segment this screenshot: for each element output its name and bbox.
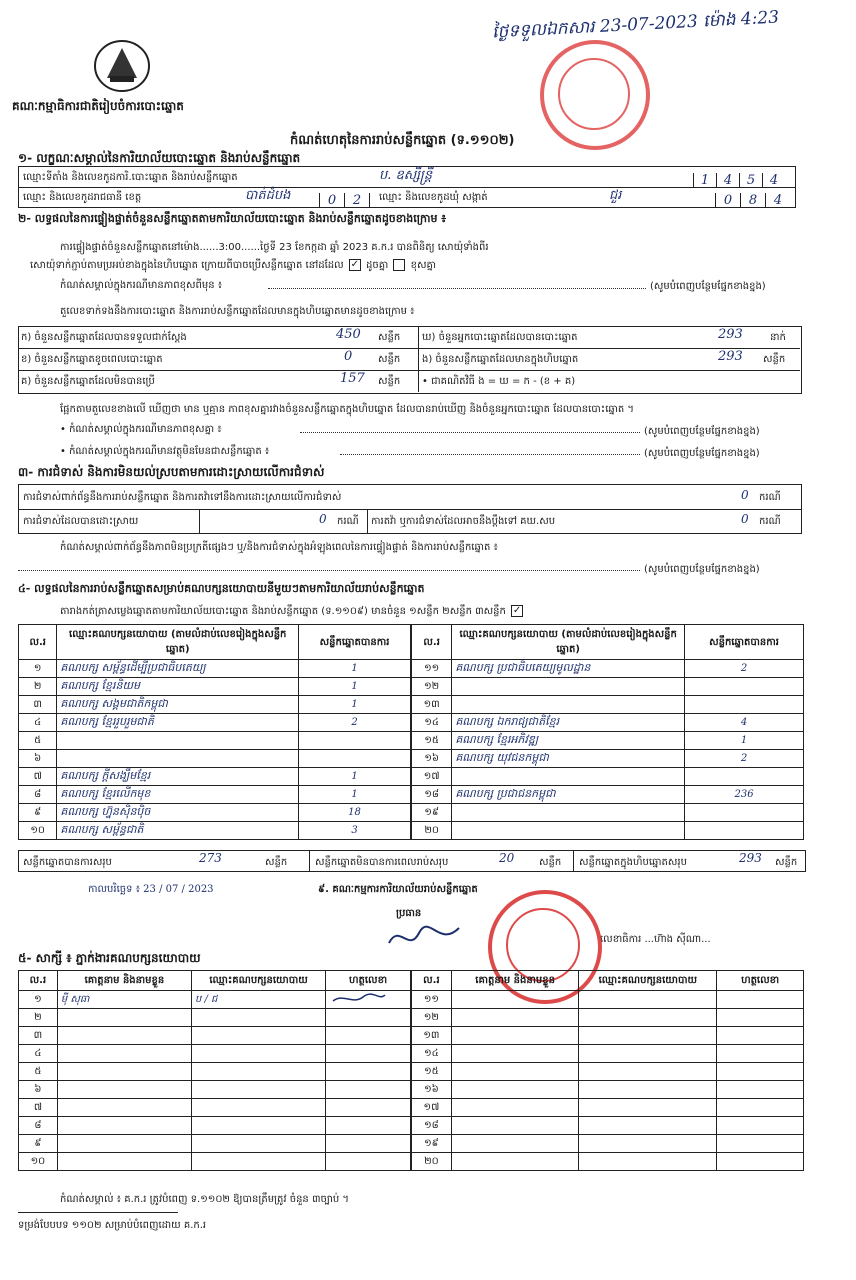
witness-row-name [451, 1099, 579, 1117]
party-row-votes: 2 [685, 750, 804, 768]
bullet-object-line [340, 454, 640, 455]
party-row-no: ១៤ [412, 714, 452, 732]
party-row-no: ៣ [19, 696, 57, 714]
witness-row-party: ប / ជ [191, 991, 325, 1009]
witness-row-name [451, 1153, 579, 1171]
party-row-votes: 1 [299, 786, 411, 804]
party-row-name [57, 732, 299, 750]
col-votes-header: សន្លឹកឆ្នោតបានការ [299, 625, 411, 660]
section2-title: ២- លទ្ធផលនៃការផ្ទៀងផ្ទាត់ចំនួនសន្លឹកឆ្នោតតាមការិយាល័យបោះឆ្នោត និងរាប់សន្លឹកឆ្នោតដូចខាងក្រោម ៖ [18, 212, 447, 225]
witness-row [19, 1099, 411, 1117]
witness-row [412, 1081, 804, 1099]
party-row-name: គណបក្ស ប្រជាជនកម្ពុជា [452, 786, 685, 804]
witness-row-name [57, 1135, 191, 1153]
party-row-votes [299, 732, 411, 750]
secretary-label: លេខាធិការ ...ហ៊ាង ស៊ីណា... [600, 934, 711, 945]
witness-row-sign [717, 1063, 804, 1081]
province-code [319, 189, 370, 208]
witness-row-name [57, 1027, 191, 1045]
witness-row-no: ៥ [19, 1063, 58, 1081]
row-a-unit: សន្លឹក [378, 332, 401, 343]
row-b-value: 0 [344, 349, 353, 364]
witness-row-party [579, 1027, 717, 1045]
witness-row-sign [326, 1063, 411, 1081]
witness-row [19, 1063, 411, 1081]
witness-col-party: ឈ្មោះគណបក្សនយោបាយ [191, 971, 325, 991]
party-row-name: គណបក្ស ខ្មែរលើកមុខ [57, 786, 299, 804]
witness-row-name [451, 1027, 579, 1045]
witness-row-no: ១៣ [412, 1027, 452, 1045]
party-row-votes: 1 [299, 660, 411, 678]
party-row-votes: 1 [299, 768, 411, 786]
witness-row-name [57, 1117, 191, 1135]
org-line: គណៈកម្មាធិការជាតិរៀបចំការបោះឆ្នោត [12, 99, 184, 113]
footer-note: កំណត់សម្គាល់ ៖ គ.ក.រ ត្រូវបំពេញ ទ.១១០២ ឱ្យបានត្រឹមត្រូវ ចំនួន ៣ច្បាប់ ។ [60, 1194, 349, 1205]
party-row-votes: 1 [685, 732, 804, 750]
row-b-label: ខ) ចំនួនសន្លឹកឆ្នោតខូចពេលបោះឆ្នោត [21, 354, 163, 365]
commune-code [715, 189, 790, 208]
bullet-diff: • កំណត់សម្គាល់ក្នុងករណីមានភាពខុសគ្នា ៖ [60, 424, 222, 435]
witness-row-party [191, 1153, 325, 1171]
row-a-value: 450 [336, 327, 361, 342]
total-box-label: សន្លឹកឆ្នោតក្នុងហិបឆ្នោតសរុប [579, 857, 687, 868]
party-row-no: ៥ [19, 732, 57, 750]
footer-form-note: ទម្រង់បែបបទ ១១០២ សម្រាប់បំពេញដោយ គ.ក.រ [18, 1220, 207, 1231]
witness-col-no: ល.រ [19, 971, 58, 991]
witness-col-no: ល.រ [412, 971, 452, 991]
bullet-object: • កំណត់សម្គាល់ក្នុងករណីមានវត្ថុមិនមែនជាសន្លឹកឆ្នោត ៖ [60, 446, 270, 457]
row-c-unit: សន្លឹក [378, 376, 401, 387]
note-line [268, 288, 646, 289]
nec-logo [92, 38, 152, 94]
col-party-header: ឈ្មោះគណបក្សនយោបាយ (តាមលំដាប់លេខរៀងក្នុងសន្លឹកឆ្នោត) [452, 625, 685, 660]
party-row [19, 732, 411, 750]
witness-row-name [57, 1081, 191, 1099]
witness-row [412, 1117, 804, 1135]
objection-row3-unit: ករណី [759, 516, 781, 527]
party-row-no: ១៨ [412, 786, 452, 804]
total-invalid-label: សន្លឹកឆ្នោតមិនបានការពេលរាប់សរុប [315, 857, 449, 868]
party-row [412, 660, 804, 678]
total-box-value: 293 [739, 851, 762, 865]
witness-col-sign: ហត្ថលេខា [717, 971, 804, 991]
witness-row-party [191, 1081, 325, 1099]
party-row-name: គណបក្ស ហ្វ៊ុនស៊ិនប៉ិច [57, 804, 299, 822]
party-row-name: គណបក្ស ខ្មែរអភិវឌ្ឍ [452, 732, 685, 750]
place-value: ប. ឧស្សឹន្ត្រី [379, 168, 433, 183]
objection-table [18, 484, 802, 534]
received-date: ថ្ងៃទទួលឯកសារ 23-07-2023 ម៉ោង 4:23 [491, 7, 780, 43]
party-row-no: ១១ [412, 660, 452, 678]
witness-row-name [451, 991, 579, 1009]
formula: • ជាគណិតវិធី ង = ឃ = ក - (ខ + គ) [422, 376, 576, 387]
form-title: កំណត់ហេតុនៃការរាប់សន្លឹកឆ្នោត (ទ.១១០២) [290, 133, 515, 148]
row-a-label: ក) ចំនួនសន្លឹកឆ្នោតដែលបានទទួលជាក់ស្តែង [21, 332, 187, 343]
witness-row-no: ១២ [412, 1009, 452, 1027]
witness-row-sign [717, 1045, 804, 1063]
witness-row-no: ១៩ [412, 1135, 452, 1153]
total-valid-unit: សន្លឹក [265, 857, 288, 868]
commune-code-digit: 8 [740, 193, 765, 208]
party-row-name: គណបក្ស យុវជនកម្ពុជា [452, 750, 685, 768]
witness-row-sign [717, 1081, 804, 1099]
party-row [19, 822, 411, 840]
party-row [412, 714, 804, 732]
party-row-no: ៨ [19, 786, 57, 804]
witness-row-sign [717, 1099, 804, 1117]
witness-row-name [57, 1045, 191, 1063]
witness-row-name [57, 1099, 191, 1117]
place-code-digit: 4 [716, 173, 739, 188]
party-row [412, 732, 804, 750]
witness-row-name [451, 1135, 579, 1153]
section2-line1: ការផ្ទៀងផ្ទាត់ចំនួនសន្លឹកឆ្នោតនៅម៉ោង......3:00......ថ្ងៃទី 23 ខែកក្កដា ឆ្នាំ 2023 គ.ក.រ បានពិនិត្យ សោយ៉ុទាំងពីរ [60, 242, 489, 253]
witness-row-party [191, 1009, 325, 1027]
witness-row-no: ១៦ [412, 1081, 452, 1099]
place-code-digit: 5 [739, 173, 762, 188]
witness-row-party [191, 1027, 325, 1045]
witness-row-name [451, 1009, 579, 1027]
witness-row [19, 1135, 411, 1153]
diff-label: ខុសគ្នា [410, 260, 436, 271]
section1-box [18, 166, 796, 208]
note-label: កំណត់សម្គាល់ក្នុងករណីមានភាពខុសពីមុន ៖ [60, 280, 223, 291]
party-row-no: ៦ [19, 750, 57, 768]
report-date: កាលបរិច្ឆេទ ៖ 23 / 07 / 2023 [88, 884, 214, 895]
section2-line2-text: សោយ៉ុទាក់ភ្ជាប់តាមប្រអប់ខាងក្នុងនៃហិបឆ្នោត ក្រោយពីបាចប្រើសន្លឹកឆ្នោត នៅដដែល [30, 260, 344, 271]
party-row [19, 678, 411, 696]
witness-row-party [579, 1081, 717, 1099]
witness-row [412, 1009, 804, 1027]
province-label: ឈ្មោះ និងលេខកូដរាជធានី ខេត្ត [23, 192, 142, 203]
row-d-unit: នាក់ [770, 332, 786, 343]
witness-row-party [191, 1063, 325, 1081]
party-row-no: ៤ [19, 714, 57, 732]
witness-row-name [451, 1117, 579, 1135]
party-row [412, 804, 804, 822]
objection-row3-label: ការតវ៉ា ឬការជំទាស់ដែលអាចនឹងប្តឹងទៅ គឃ.សប [371, 516, 556, 527]
party-row-name [452, 804, 685, 822]
party-row-name: គណបក្ស ខ្មែររួបរួមជាតិ [57, 714, 299, 732]
witness-row-sign [717, 1153, 804, 1171]
total-valid-value: 273 [199, 851, 222, 865]
col-votes-header: សន្លឹកឆ្នោតបានការ [685, 625, 804, 660]
witness-row [412, 1063, 804, 1081]
witness-row-no: ៩ [19, 1135, 58, 1153]
witness-row [412, 1045, 804, 1063]
bullet-diff-line [300, 432, 640, 433]
commune-value: ជួរ [609, 188, 622, 203]
witness-row-no: ១៨ [412, 1117, 452, 1135]
party-row-votes: 236 [685, 786, 804, 804]
witness-row-party [579, 1153, 717, 1171]
witness-row-sign [326, 1099, 411, 1117]
objection-row2-label: ការជំទាស់ដែលបានដោះស្រាយ [23, 516, 139, 527]
total-invalid-value: 20 [499, 851, 515, 865]
witness-row-no: ១៧ [412, 1099, 452, 1117]
party-row-votes: 2 [299, 714, 411, 732]
witness-row [412, 1135, 804, 1153]
witness-row-party [579, 1045, 717, 1063]
witness-row-name [57, 1009, 191, 1027]
party-row [19, 750, 411, 768]
witness-row-party [191, 1117, 325, 1135]
party-row-votes [685, 804, 804, 822]
commune-label: ឈ្មោះ និងលេខកូដឃុំ សង្កាត់ [379, 192, 488, 203]
party-row-no: ១២ [412, 678, 452, 696]
committee-label: ៩. គណៈកម្មការការិយាល័យរាប់សន្លឹកឆ្នោត [318, 884, 478, 895]
chair-signature [384, 918, 464, 958]
witness-row-sign [717, 1027, 804, 1045]
witness-col-sign: ហត្ថលេខា [326, 971, 411, 991]
witness-row-no: ១១ [412, 991, 452, 1009]
party-row [19, 804, 411, 822]
witness-row-sign [326, 1081, 411, 1099]
commune-code-digit: 0 [715, 193, 740, 208]
col-no-header: ល.រ [412, 625, 452, 660]
witness-row [412, 1153, 804, 1171]
section4-intro-text: តារាងកត់ត្រាសម្លេងឆ្នោតតាមការិយាល័យបោះឆ្នោត និងរាប់សន្លឹកឆ្នោត (ទ.១១០៩) មានចំនួន ១សន្លឹក ២សន្លឹក ៣សន្លឹក [60, 606, 506, 617]
row-b-unit: សន្លឹក [378, 354, 401, 365]
bullet-diff-hint: (សូមបំពេញបន្ថែមផ្នែកខាងខ្នង) [644, 426, 760, 437]
row-e-unit: សន្លឹក [763, 354, 786, 365]
witness-row [19, 991, 411, 1009]
witness-row [19, 1081, 411, 1099]
objection-row3-value: 0 [741, 512, 749, 526]
witness-row-name [57, 1063, 191, 1081]
witness-row [412, 1027, 804, 1045]
witness-row-no: ៦ [19, 1081, 58, 1099]
party-row-votes: 18 [299, 804, 411, 822]
witness-row-name [451, 1063, 579, 1081]
witness-row-party [579, 1009, 717, 1027]
chair-label: ប្រធាន [396, 908, 422, 919]
party-row-votes [299, 750, 411, 768]
witness-row-sign [326, 991, 411, 1009]
party-row-no: ១៩ [412, 804, 452, 822]
province-code-digit: 0 [319, 193, 344, 208]
province-code-digit: 2 [344, 193, 370, 208]
party-row [19, 786, 411, 804]
witness-row-sign [326, 1117, 411, 1135]
party-row-votes: 4 [685, 714, 804, 732]
party-row-name [452, 696, 685, 714]
party-row-no: ១ [19, 660, 57, 678]
witness-row-party [579, 1135, 717, 1153]
totals-row [18, 850, 806, 872]
party-row-no: ១៣ [412, 696, 452, 714]
irregularity-note: កំណត់សម្គាល់ពាក់ព័ន្ធនឹងភាពមិនប្រក្រតីផ្សេងៗ ឬ/និងការជំទាស់ក្នុងអំឡុងពេលនៃការផ្ទៀងផ្ទាត់ និងការរាប់សន្លឹកឆ្នោត ៖ [60, 542, 498, 553]
row-e-label: ង) ចំនួនសន្លឹកឆ្នោតដែលមានក្នុងហិបឆ្នោត [422, 354, 579, 365]
col-party-header: ឈ្មោះគណបក្សនយោបាយ (តាមលំដាប់លេខរៀងក្នុងសន្លឹកឆ្នោត) [57, 625, 299, 660]
place-label: ឈ្មោះទីតាំង និងលេខកូដការិ.បោះឆ្នោត និងរាប់សន្លឹកឆ្នោត [23, 172, 238, 183]
row-d-label: ឃ) ចំនួនអ្នកបោះឆ្នោតដែលបានបោះឆ្នោត [422, 332, 578, 343]
party-row [412, 822, 804, 840]
party-row [19, 696, 411, 714]
party-row-no: ១៧ [412, 768, 452, 786]
total-box-unit: សន្លឹក [775, 857, 798, 868]
objection-row2-unit: ករណី [337, 516, 359, 527]
witness-row [19, 1027, 411, 1045]
party-row [412, 696, 804, 714]
witness-row-no: ១៤ [412, 1045, 452, 1063]
party-row-name: គណបក្ស សង្គមជាតិកម្ពុជា [57, 696, 299, 714]
party-row-votes [685, 768, 804, 786]
party-row-votes [685, 822, 804, 840]
witness-row-sign [717, 1009, 804, 1027]
section5-title: ៥- សាក្សី ៖ ភ្នាក់ងារគណបក្សនយោបាយ [18, 951, 201, 965]
objection-row1-label: ការជំទាស់ពាក់ព័ន្ធនឹងការរាប់សន្លឹកឆ្នោត និងការតវ៉ាទៅនឹងការដោះស្រាយលើការជំទាស់ [23, 492, 342, 503]
witness-signature [329, 991, 389, 1005]
objection-row1-unit: ករណី [759, 492, 781, 503]
diff-checkbox[interactable] [393, 259, 405, 271]
witness-row-no: ២ [19, 1009, 58, 1027]
witness-row-no: ៨ [19, 1117, 58, 1135]
witness-row-party [579, 1063, 717, 1081]
party-row [412, 786, 804, 804]
witness-row-no: ១៥ [412, 1063, 452, 1081]
party-row-name: គណបក្ស ប្រជាធិបតេយ្យមូលដ្ឋាន [452, 660, 685, 678]
witness-row-sign [326, 1027, 411, 1045]
witness-row-no: ៧ [19, 1099, 58, 1117]
official-stamp-top [540, 40, 650, 150]
party-row [19, 714, 411, 732]
section4-intro [60, 604, 525, 619]
party-row [412, 768, 804, 786]
irregularity-line [18, 570, 640, 571]
same-checkbox[interactable]: ✓ [350, 259, 360, 270]
witness-row-sign [717, 1135, 804, 1153]
section4-title: ៤- លទ្ធផលនៃការរាប់សន្លឹកឆ្នោតសម្រាប់គណបក្សនយោបាយនីមួយៗតាមការិយាល័យរាប់សន្លឹកឆ្នោត [18, 582, 425, 595]
witness-row-name [451, 1081, 579, 1099]
party-row-name: គណបក្ស សម្ព័ន្ធដើម្បីប្រជាធិបតេយ្យ [57, 660, 299, 678]
row-c-label: គ) ចំនួនសន្លឹកឆ្នោតដែលមិនបានប្រើ [21, 376, 155, 387]
irregularity-hint: (សូមបំពេញបន្ថែមផ្នែកខាងខ្នង) [644, 564, 760, 575]
party-row-votes: 3 [299, 822, 411, 840]
objection-row2-value: 0 [319, 512, 327, 526]
party-row-no: ១៦ [412, 750, 452, 768]
party-row-no: ២ [19, 678, 57, 696]
witness-row-sign [326, 1045, 411, 1063]
witness-row-no: ៣ [19, 1027, 58, 1045]
witness-row-sign [326, 1135, 411, 1153]
party-row-name [452, 822, 685, 840]
party-row-name: គណបក្ស ឯករាជ្យជាតិខ្មែរ [452, 714, 685, 732]
row-e-value: 293 [718, 349, 743, 364]
party-row-votes: 1 [299, 678, 411, 696]
objection-row1-value: 0 [741, 488, 749, 502]
province-value: បាត់ដំបង [245, 188, 291, 203]
party-row-votes: 2 [685, 660, 804, 678]
sheet-count-checkbox[interactable]: ✓ [512, 605, 522, 616]
party-row [19, 660, 411, 678]
footer-divider [18, 1212, 178, 1213]
witness-row-party [579, 1117, 717, 1135]
party-row-name: គណបក្ស សម្ព័ន្ធជាតិ [57, 822, 299, 840]
witness-row-sign [717, 1117, 804, 1135]
party-row-no: ១០ [19, 822, 57, 840]
place-code-digit: 4 [762, 173, 785, 188]
witness-row-party [191, 1045, 325, 1063]
witness-row-no: ១០ [19, 1153, 58, 1171]
party-row-name: គណបក្ស ខ្មែរនិយម [57, 678, 299, 696]
row-c-value: 157 [340, 371, 365, 386]
section2-intro: តួលេខទាក់ទងនឹងការបោះឆ្នោត និងការរាប់សន្លឹកឆ្នោតដែលមានក្នុងហិបឆ្នោតមានដូចខាងក្រោម ៖ [60, 306, 415, 317]
party-row-no: ៩ [19, 804, 57, 822]
witness-row-sign [326, 1009, 411, 1027]
witness-row-name [57, 1153, 191, 1171]
party-row-votes: 1 [299, 696, 411, 714]
party-row-name [452, 768, 685, 786]
witness-row [19, 1153, 411, 1171]
party-row [412, 678, 804, 696]
witness-row-party [191, 1099, 325, 1117]
witness-row-party [579, 991, 717, 1009]
total-valid-label: សន្លឹកឆ្នោតបានការសរុប [23, 857, 112, 868]
witness-row-sign [326, 1153, 411, 1171]
compare-line: ផ្អែកតាមតួលេខខាងលើ ឃើញថា មាន ឬគ្មាន ភាពខុសគ្នារវាងចំនួនសន្លឹកឆ្នោតក្នុងហិបឆ្នោត ដែលបានរាប់ឃើញ និងចំនួនអ្នកបោះឆ្នោត ដែលបានបោះឆ្នោត ។ [60, 404, 635, 415]
witness-row [412, 991, 804, 1009]
witness-row [412, 1099, 804, 1117]
party-row-name [452, 678, 685, 696]
party-row [412, 750, 804, 768]
witness-row-no: ២០ [412, 1153, 452, 1171]
party-row-no: ២០ [412, 822, 452, 840]
witness-row-party [579, 1099, 717, 1117]
party-row [19, 768, 411, 786]
note-hint: (សូមបំពេញបន្ថែមផ្នែកខាងខ្នង) [650, 281, 766, 292]
party-row-no: ៧ [19, 768, 57, 786]
witness-col-party: ឈ្មោះគណបក្សនយោបាយ [579, 971, 717, 991]
section1-title: ១- លក្ខណៈសម្គាល់នៃការិយាល័យបោះឆ្នោត និងរាប់សន្លឹកឆ្នោត [18, 151, 301, 165]
witness-row-name [451, 1045, 579, 1063]
witness-row-sign [717, 991, 804, 1009]
party-row-votes [685, 696, 804, 714]
col-no-header: ល.រ [19, 625, 57, 660]
party-row-name: គណបក្ស ក្តីសង្ឃឹមខ្មែរ [57, 768, 299, 786]
witness-row-no: ១ [19, 991, 58, 1009]
witness-row-party [191, 1135, 325, 1153]
place-code-digit: 1 [693, 173, 716, 188]
bullet-object-hint: (សូមបំពេញបន្ថែមផ្នែកខាងខ្នង) [644, 448, 760, 459]
witness-row-name: ម៉ី សុធា [57, 991, 191, 1009]
place-code [693, 169, 785, 188]
row-d-value: 293 [718, 327, 743, 342]
section3-title: ៣- ការជំទាស់ និងការមិនយល់ស្របតាមការដោះស្រាយលើការជំទាស់ [18, 465, 325, 479]
witness-row [19, 1117, 411, 1135]
same-label: ដូចគ្នា [366, 260, 389, 271]
witness-col-name: គោត្តនាម និងនាមខ្លួន [451, 971, 579, 991]
party-row-votes [685, 678, 804, 696]
witness-row-no: ៤ [19, 1045, 58, 1063]
witness-row [19, 1045, 411, 1063]
total-invalid-unit: សន្លឹក [539, 857, 562, 868]
section2-line2 [30, 258, 436, 273]
commune-code-digit: 4 [765, 193, 790, 208]
witness-row [19, 1009, 411, 1027]
witness-col-name: គោត្តនាម និងនាមខ្លួន [57, 971, 191, 991]
party-row-no: ១៥ [412, 732, 452, 750]
party-row-name [57, 750, 299, 768]
